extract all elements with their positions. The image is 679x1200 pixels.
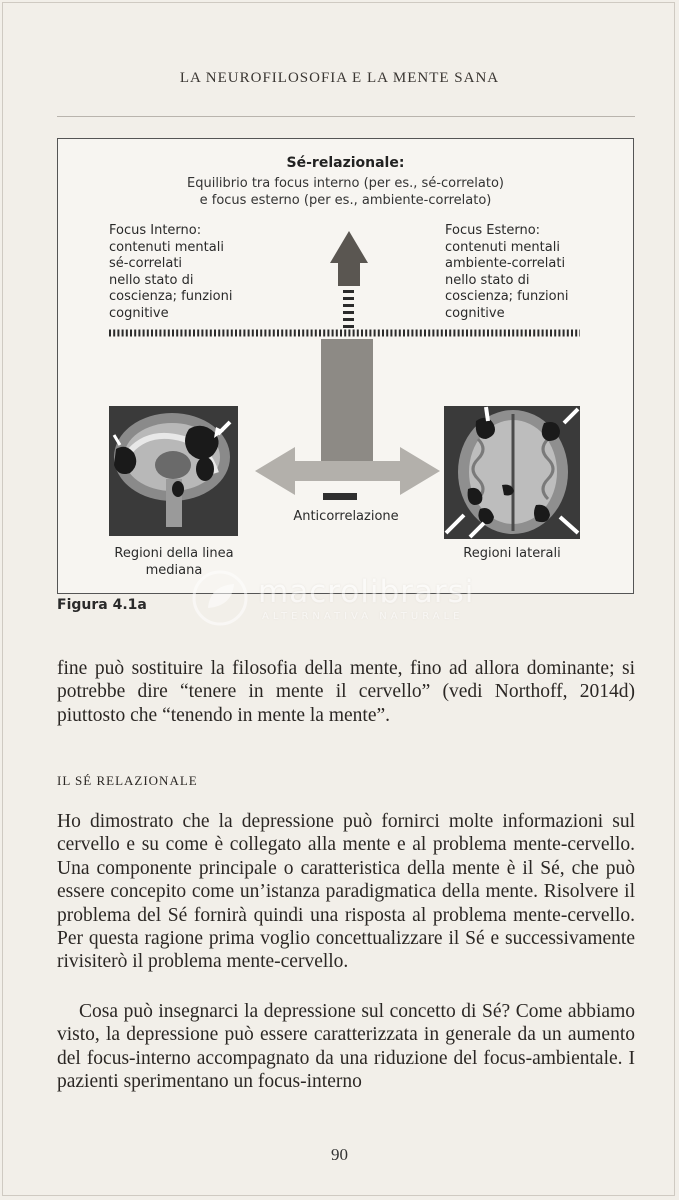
paragraph-1-text: fine può sostituire la filosofia della mente, fino ad allora dominante; si potrebbe dire “tenere in mente il cervello” (vedi Northoff, 2014d) piuttosto che “tenendo in mente la mente”. xyxy=(57,658,635,726)
focus-external-text: Focus Esterno: contenuti mentali ambiente-correlati nello stato di coscienza; funzioni cognitive xyxy=(445,223,569,321)
figure-4-1a xyxy=(57,138,634,594)
label-lateral-regions: Regioni laterali xyxy=(463,546,561,561)
figure-caption: Figura 4.1a xyxy=(57,597,147,613)
watermark-name: macrolibrarsi xyxy=(258,574,475,610)
paragraph-2-text: Ho dimostrato che la depressione può fornirci molte informazioni sul cervello e su come è collegato alla mente e al problema mente-cervello. Una componente principale o caratteristica della mente è il Sé, che può essere concepito come un’istanza paradigmatica della mente. Risolvere il problema del Sé fornirà quindi una risposta al problema mente-cervello. Per questa ragione prima voglio concettualizzare il Sé e successivamente rivisiterò il problema mente-cervello. xyxy=(57,811,635,973)
figure-subtitle-line2: e focus esterno (per es., ambiente-correlato) xyxy=(199,193,492,208)
section-heading: IL SÉ RELAZIONALE xyxy=(57,773,198,788)
header-rule xyxy=(57,116,635,117)
watermark-tagline: ALTERNATIVA NATURALE xyxy=(262,611,464,622)
leaf-logo-icon xyxy=(190,568,250,628)
midline-brain-image xyxy=(109,406,238,536)
figure-subtitle-line1: Equilibrio tra focus interno (per es., sé-correlato) xyxy=(187,176,504,191)
body-paragraph-2 xyxy=(57,810,635,974)
body-paragraph-1 xyxy=(57,657,635,727)
paragraph-3-text: Cosa può insegnarci la depressione sul concetto di Sé? Come abbiamo visto, la depressione può essere caratterizzata in generale da un aumento del focus-interno accompagnato da una riduzione del focus-ambientale. I pazienti sperimentano un focus-interno xyxy=(57,1001,635,1093)
watermark xyxy=(188,566,508,630)
running-head: LA NEUROFILOSOFIA E LA MENTE SANA xyxy=(179,70,500,86)
figure-title: Sé-relazionale: xyxy=(286,155,405,171)
up-arrow xyxy=(330,231,368,286)
lateral-brain-image xyxy=(444,406,580,539)
body-paragraph-3 xyxy=(57,1000,635,1094)
label-midline-text: Regioni della linea mediana xyxy=(114,546,234,578)
focus-internal-text: Focus Interno: contenuti mentali sé-correlati nello stato di coscienza; funzioni cognitive xyxy=(109,223,233,321)
figure-diagram xyxy=(58,139,635,595)
dashed-stem xyxy=(343,290,354,328)
vertical-bar xyxy=(321,339,373,463)
anticorrelation-bar xyxy=(323,493,357,500)
label-anticorrelation: Anticorrelazione xyxy=(293,509,399,524)
page-number: 90 xyxy=(331,1145,348,1164)
